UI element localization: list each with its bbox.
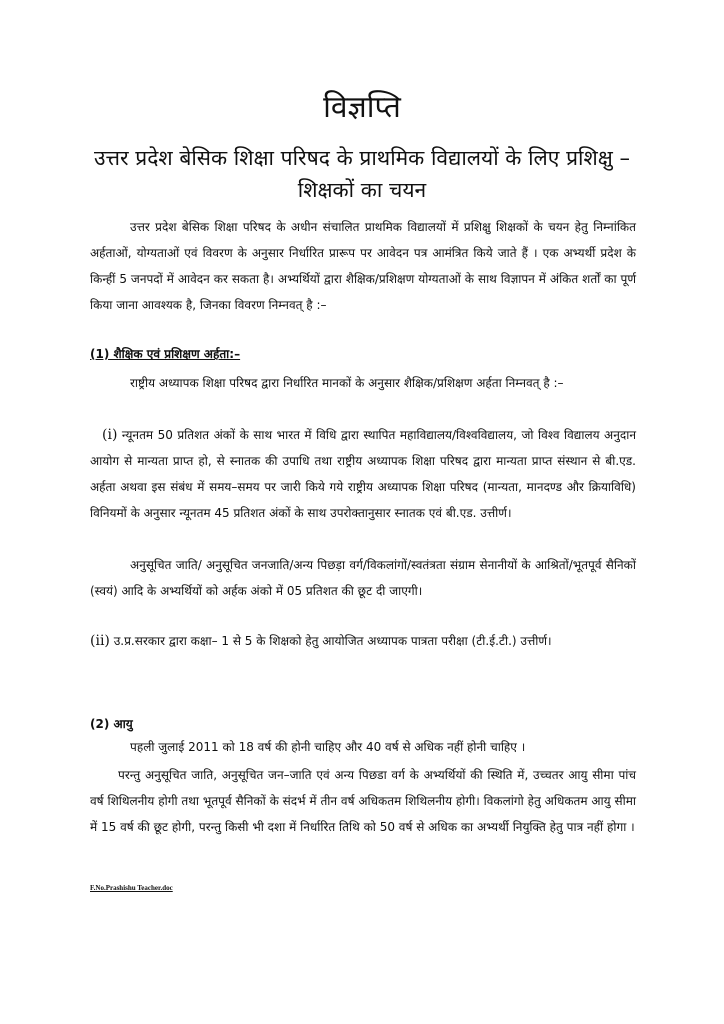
item-2-number: (ii)	[90, 633, 110, 649]
page-subtitle: उत्तर प्रदेश बेसिक शिक्षा परिषद के प्राथमिक विद्यालयों के लिए प्रशिक्षु – शिक्षकों का चयन	[94, 146, 630, 202]
item-1-text: न्यूनतम 50 प्रतिशत अंकों के साथ भारत में विधि द्वारा स्थापित महाविद्यालय/विश्वविद्यालय, जो विश्व विद्यालय अनुदान आयोग से मान्यता प्राप्त हो, से स्नातक की उपाधि तथा राष्ट्रीय अध्यापक शिक्षा परिषद द्वारा मान्यता प्राप्त संस्थान से बी.एड. अर्हता अथवा इस संबंध में समय–समय पर जारी किये गये राष्ट्रीय अध्यापक शिक्षा परिषद (मान्यता, मानदण्ड और क्रियाविधि) विनियमों के अनुसार न्यूनतम 45 प्रतिशत अंकों के साथ उपरोक्तानुसार स्नातक एवं बी.एड. उत्तीर्ण।	[90, 428, 636, 520]
section-2-paragraph-2: परन्तु अनुसूचित जाति, अनुसूचित जन–जाति एवं अन्य पिछडा वर्ग के अभ्यर्थियों की स्थिति में, उच्चतर आयु सीमा पांच वर्ष शिथिलनीय होगी तथा भूतपूर्व सैनिकों के संदर्भ में तीन वर्ष अधिकतम शिथिलनीय होगी। विकलांगो हेतु अधिकतम आयु सीमा में 15 वर्ष की छूट होगी, परन्तु किसी भी दशा में निर्धारित तिथि को 50 वर्ष से अधिक का अभ्यर्थी नियुक्ति हेतु पात्र नहीं होगा ।	[90, 768, 636, 834]
section-1-item-2	[90, 628, 636, 654]
section-1-intro: राष्ट्रीय अध्यापक शिक्षा परिषद द्वारा निर्धारित मानकों के अनुसार शैक्षिक/प्रशिक्षण अर्हता निम्नवत् है :–	[130, 376, 564, 390]
footer-filename: F.No.Prashishu Teacher.doc	[90, 884, 173, 892]
section-1-heading: (1) शैक्षिक एवं प्रशिक्षण अर्हता:–	[90, 347, 241, 361]
item-1-number: (i)	[102, 427, 118, 443]
intro-paragraph: उत्तर प्रदेश बेसिक शिक्षा परिषद के अधीन संचालित प्राथमिक विद्यालयों में प्रशिक्षु शिक्षकों के चयन हेतु निम्नांकित अर्हताओं, योग्यताओं एवं विवरण के अनुसार निर्धारित प्रारूप पर आवेदन पत्र आमंत्रित किये जाते हैं । एक अभ्यर्थी प्रदेश के किन्हीं 5 जनपदों में आवेदन कर सकता है। अभ्यर्थियों द्वारा शैक्षिक/प्रशिक्षण योग्यताओं के साथ विज्ञापन में अंकित शर्तों का पूर्ण किया जाना आवश्यक है, जिनका विवरण निम्नवत् है :–	[90, 220, 636, 312]
page-title: विज्ञप्ति	[323, 90, 401, 125]
section-2-paragraph-1: पहली जुलाई 2011 को 18 वर्ष की होनी चाहिए और 40 वर्ष से अधिक नहीं होनी चाहिए ।	[130, 740, 526, 754]
section-2-heading: (2) आयु	[90, 717, 133, 731]
section-1-relaxation: अनुसूचित जाति/ अनुसूचित जनजाति/अन्य पिछड़ा वर्ग/विकलांगों/स्वतंत्रता संग्राम सेनानीयों के आश्रितों/भूतपूर्व सैनिकों (स्वयं) आदि के अभ्यर्थियों को अर्हक अंको में 05 प्रतिशत की छूट दी जाएगी।	[90, 558, 636, 598]
section-1-item-1	[90, 422, 636, 526]
item-2-text: उ.प्र.सरकार द्वारा कक्षा– 1 से 5 के शिक्षको हेतु आयोजित अध्यापक पात्रता परीक्षा (टी.ई.टी.) उत्तीर्ण।	[113, 634, 552, 648]
